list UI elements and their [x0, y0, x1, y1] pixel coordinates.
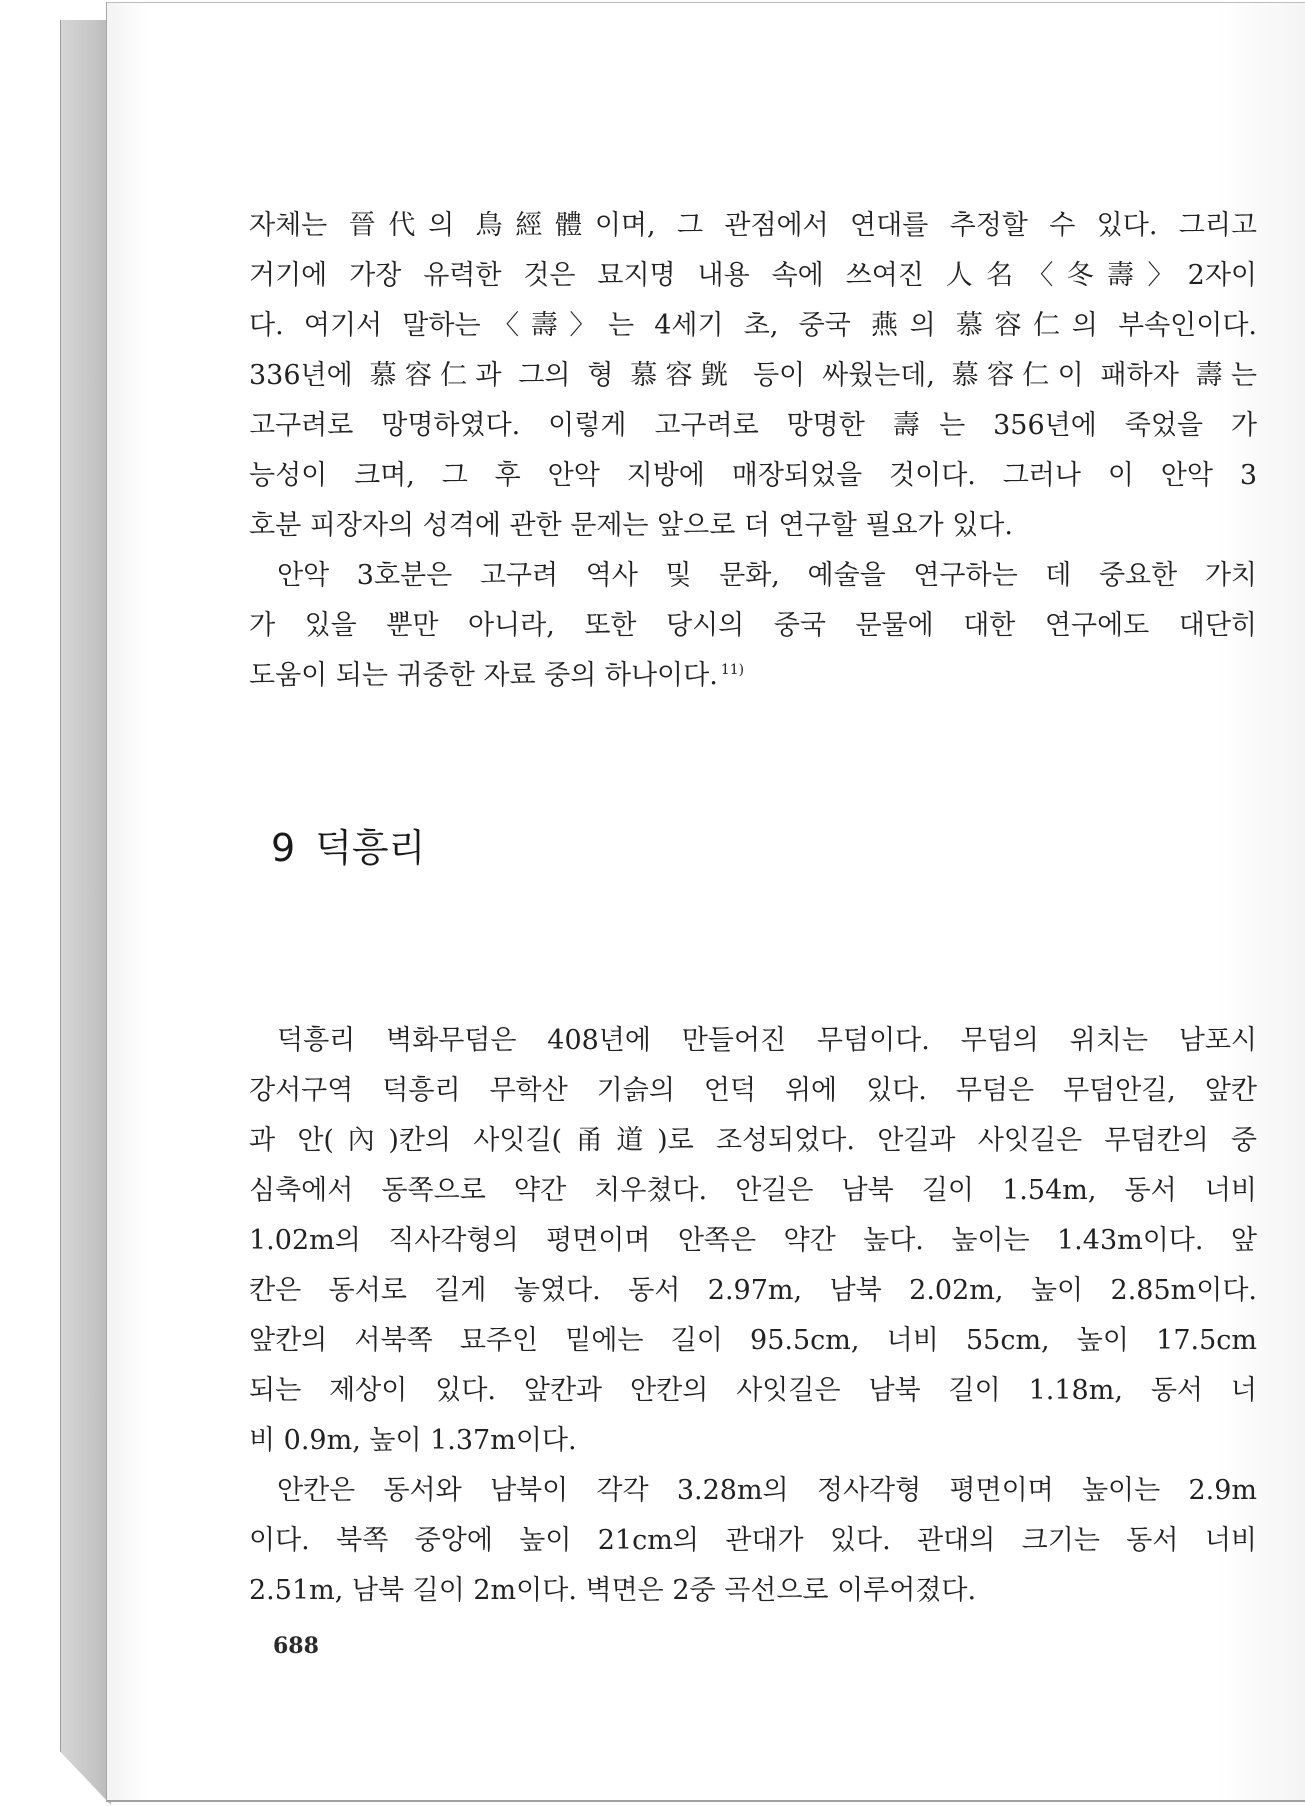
paragraph-deokheungri-structure — [249, 1016, 1257, 1466]
text-line: 심축에서 동쪽으로 약간 치우쳤다. 안길은 남북 길이 1.54m, 동서 너비 — [249, 1175, 1257, 1206]
text-line: 덕흥리 벽화무덤은 408년에 만들어진 무덤이다. 무덤의 위치는 남포시 — [277, 1025, 1257, 1056]
text-line: 1.02m의 직사각형의 평면이며 안쪽은 약간 높다. 높이는 1.43m이다. 앞 — [249, 1225, 1257, 1256]
text-line: 336년에 慕容仁과 그의 형 慕容皝 등이 싸웠는데, 慕容仁이 패하자 壽는 — [249, 360, 1257, 391]
text-line: 안악 3호분은 고구려 역사 및 문화, 예술을 연구하는 데 중요한 가치 — [277, 560, 1257, 591]
text-line-with-footnote — [249, 651, 1257, 701]
text-line: 호분 피장자의 성격에 관한 문제는 앞으로 더 연구할 필요가 있다. — [249, 510, 1013, 541]
text-line: 다. 여기서 말하는〈壽〉는 4세기 초, 중국 燕의 慕容仁의 부속인이다. — [249, 310, 1257, 341]
footnote-marker: 11) — [720, 662, 745, 678]
text-line: 2.51m, 남북 길이 2m이다. 벽면은 2중 곡선으로 이루어졌다. — [249, 1575, 977, 1606]
text-line: 칸은 동서로 길게 놓였다. 동서 2.97m, 남북 2.02m, 높이 2.85m이다. — [249, 1275, 1257, 1306]
paragraph-inner-chamber — [249, 1466, 1257, 1616]
text-line: 이다. 북쪽 중앙에 높이 21cm의 관대가 있다. 관대의 크기는 동서 너비 — [249, 1525, 1257, 1556]
text-line: 되는 제상이 있다. 앞칸과 안칸의 사잇길은 남북 길이 1.18m, 동서 너 — [249, 1375, 1257, 1406]
book-page — [106, 2, 1305, 1802]
text-line: 능성이 크며, 그 후 안악 지방에 매장되었을 것이다. 그러나 이 안악 3 — [249, 460, 1257, 491]
text-line: 비 0.9m, 높이 1.37m이다. — [249, 1425, 577, 1456]
text-line: 앞칸의 서북쪽 묘주인 밑에는 길이 95.5cm, 너비 55cm, 높이 17.5cm — [249, 1325, 1257, 1356]
section-number: 9 — [271, 826, 296, 870]
text-line: 도움이 되는 귀중한 자료 중의 하나이다. — [249, 660, 718, 691]
text-line: 가 있을 뿐만 아니라, 또한 당시의 중국 문물에 대한 연구에도 대단히 — [249, 610, 1257, 641]
text-line: 안칸은 동서와 남북이 각각 3.28m의 정사각형 평면이며 높이는 2.9m — [277, 1475, 1257, 1506]
text-line: 거기에 가장 유력한 것은 묘지명 내용 속에 쓰여진 人名〈冬壽〉2자이 — [249, 260, 1257, 291]
section-title: 덕흥리 — [315, 826, 426, 870]
section-heading — [271, 823, 425, 873]
bottom-text-block — [249, 1016, 1257, 1616]
page-number: 688 — [273, 1633, 319, 1659]
paragraph-tomb-inscription — [249, 201, 1257, 551]
text-line: 강서구역 덕흥리 무학산 기슭의 언덕 위에 있다. 무덤은 무덤안길, 앞칸 — [249, 1075, 1257, 1106]
text-line: 자체는 晉代의 鳥經體이며, 그 관점에서 연대를 추정할 수 있다. 그리고 — [249, 210, 1257, 241]
book-spine — [60, 20, 111, 1805]
top-text-block — [249, 201, 1257, 701]
paragraph-anak-value — [249, 551, 1257, 701]
text-line: 과 안(內)칸의 사잇길(甬道)로 조성되었다. 안길과 사잇길은 무덤칸의 중 — [249, 1125, 1257, 1156]
text-line: 고구려로 망명하였다. 이렇게 고구려로 망명한 壽는 356년에 죽었을 가 — [249, 410, 1257, 441]
